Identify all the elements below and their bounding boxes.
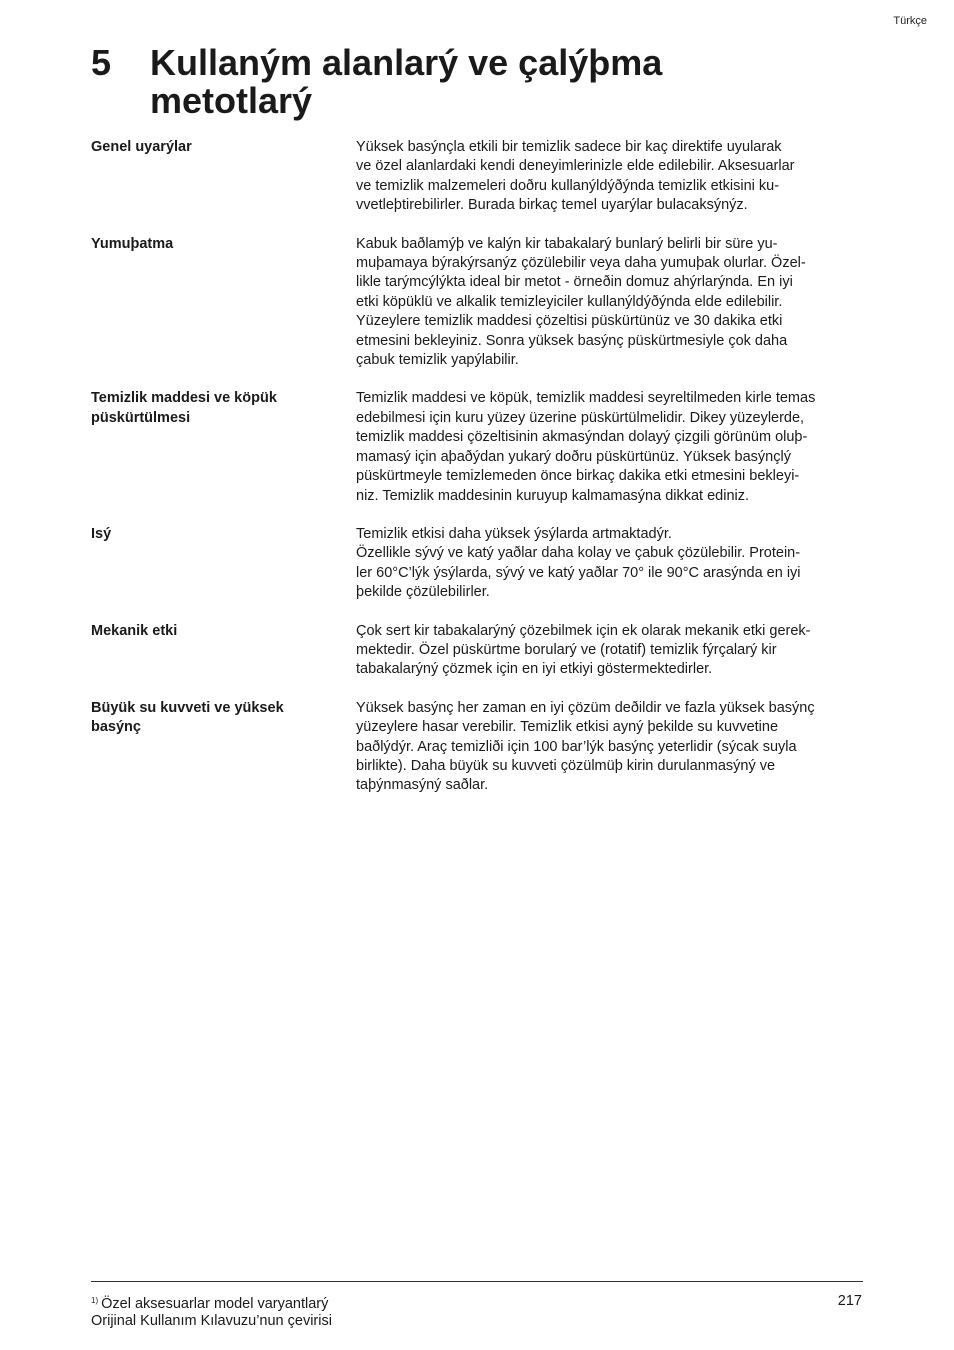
page-number: 217 (837, 1293, 862, 1309)
section-label: Yumuþatma (91, 235, 174, 252)
section-text: Temizlik maddesi ve köpük, temizlik maddesi seyreltilmeden kirle temas edebilmesi için kuru yüzey üzerine püskürtülmelidir. Dikey yüzeylerde, temizlik maddesi çözeltisinin akmasýndan dolayý çizgili görünüm oluþ- mamasý için aþaðýdan yukarý doðru püskürtünüz. Yüksek basýnçlý püskürtmeyle temizlemeden önce birkaç dakika etki etmesini bekleyi- niz. Temizlik maddesinin kuruyup kalmamasýna dikkat ediniz. (356, 390, 816, 504)
section-softening (91, 235, 871, 371)
section-detergent-foam (91, 389, 871, 505)
section-text: Çok sert kir tabakalarýný çözebilmek için ek olarak mekanik etki gerek- mektedir. Özel püskürtme borularý ve (rotatif) temizlik fýrçalarý kir tabakalarýný çözmek için en iyi etkiyi göstermektedirler. (356, 622, 811, 678)
section-water-pressure (91, 699, 871, 796)
section-text: Temizlik etkisi daha yüksek ýsýlarda artmaktadýr. Özellikle sývý ve katý yaðlar daha kolay ve çabuk çözülebilir. Protein- ler 60°C’lýk ýsýlarda, sývý ve katý yaðlar 70° ile 90°C arasýnda en iyi þekilde çözülebilirler. (356, 525, 801, 601)
sections-list (91, 138, 871, 815)
section-heat (91, 525, 871, 603)
footer-divider (91, 1281, 863, 1282)
translation-note: Orijinal Kullanım Kılavuzu’nun çevirisi (91, 1313, 332, 1329)
chapter-heading (91, 44, 871, 120)
section-text: Yüksek basýnç her zaman en iyi çözüm deðildir ve fazla yüksek basýnç yüzeylere hasar verebilir. Temizlik etkisi ayný þekilde su kuvvetine baðlýdýr. Araç temizliði için 100 bar’lýk basýnç yeterlidir (sýcak suyla birlikte). Daha büyük su kuvveti çözülmüþ kirin durulanmasýný ve taþýnmasýný saðlar. (356, 699, 815, 794)
section-label: Temizlik maddesi ve köpük püskürtülmesi (91, 390, 277, 426)
section-text: Yüksek basýnçla etkili bir temizlik sadece bir kaç direktife uyularak ve özel alanlardaki kendi deneyimlerinizle elde edilebilir. Aksesuarlar ve temizlik malzemeleri doðru kullanýldýðýnda temizlik etkisini ku- vvetleþtirebilirler. Burada birkaç temel uyarýlar bulacaksýnýz. (356, 139, 795, 214)
footnote-text: Özel aksesuarlar model varyantlarý (101, 1296, 329, 1312)
section-text: Kabuk baðlamýþ ve kalýn kir tabakalarý bunlarý belirli bir süre yu- muþamaya býrakýrsanýz çözülebilir veya daha yumuþak olurlar. Özel- likle tarýmcýlýkta ideal bir metot - örneðin domuz ahýrlarýnda. En iyi etki köpüklü ve alkalik temizleyiciler kullanýldýðýnda elde edilebilir. Yüzeylere temizlik maddesi çözeltisi püskürtünüz ve 30 dakika etki etmesini bekleyiniz. Sonra yüksek basýnç püskürtmesiyle çok daha çabuk temizlik yapýlabilir. (356, 235, 806, 369)
section-general-notes (91, 138, 871, 216)
section-mechanical-action (91, 622, 871, 680)
section-label: Büyük su kuvveti ve yüksek basýnç (91, 699, 284, 736)
chapter-title: Kullaným alanlarý ve çalýþma metotlarý (150, 42, 663, 121)
section-label: Genel uyarýlar (91, 139, 192, 155)
footnote-mark: 1) (91, 1296, 99, 1305)
section-label: Isý (91, 525, 112, 542)
language-label: Türkçe (893, 15, 927, 27)
section-label: Mekanik etki (91, 622, 178, 639)
chapter-number: 5 (91, 42, 112, 83)
